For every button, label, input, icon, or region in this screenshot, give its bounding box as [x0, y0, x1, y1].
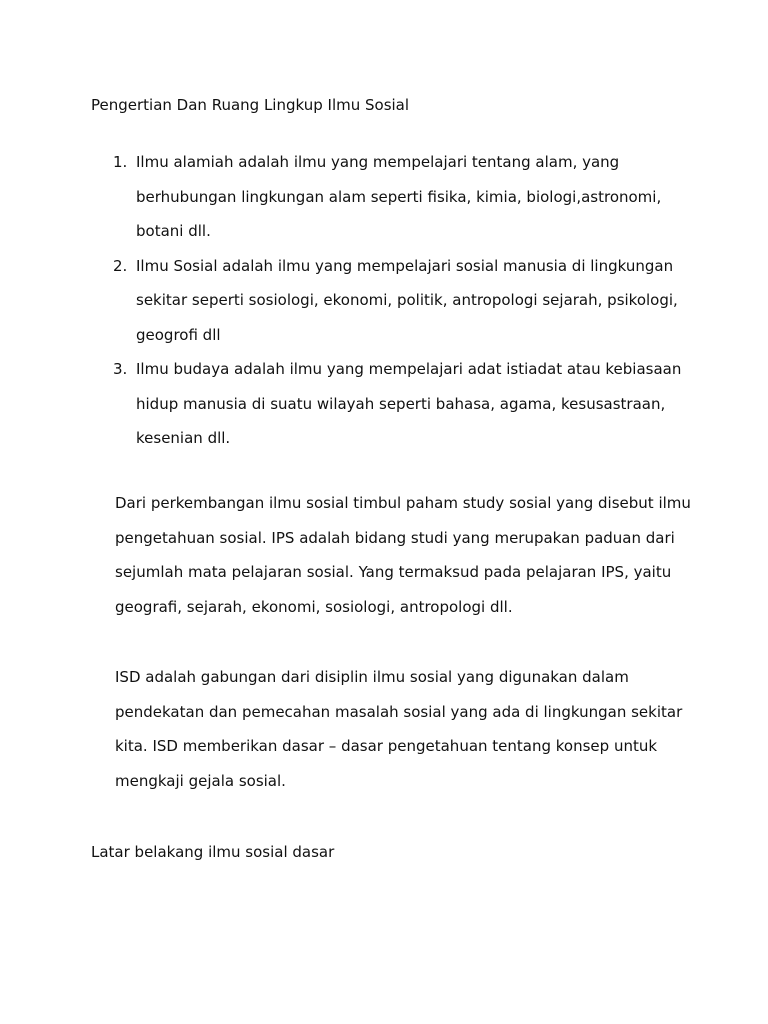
list-item: [113, 352, 693, 456]
list-item-number: 3.: [113, 360, 128, 378]
paragraph-isd: ISD adalah gabungan dari disiplin ilmu sosial yang digunakan dalam pendekatan dan pemecahan masalah sosial yang ada di lingkungan sekitar kita. ISD memberikan dasar – dasar pengetahuan tentang konsep untuk mengkaji gejala sosial.: [115, 668, 683, 790]
list-item: [113, 249, 693, 353]
list-item-text: Ilmu budaya adalah ilmu yang mempelajari adat istiadat atau kebiasaan hidup manusia di suatu wilayah seperti bahasa, agama, kesusastraan, kesenian dll.: [136, 360, 682, 447]
list-item: [113, 145, 693, 249]
paragraph-ips: Dari perkembangan ilmu sosial timbul paham study sosial yang disebut ilmu pengetahuan sosial. IPS adalah bidang studi yang merupakan paduan dari sejumlah mata pelajaran sosial. Yang termaksud pada pelajaran IPS, yaitu geografi, sejarah, ekonomi, sosiologi, antropologi dll.: [115, 494, 691, 616]
list-item-text: Ilmu Sosial adalah ilmu yang mempelajari sosial manusia di lingkungan sekitar seperti sosiologi, ekonomi, politik, antropologi sejarah, psikologi, geogrofi dll: [136, 256, 678, 344]
document-title: Pengertian Dan Ruang Lingkup Ilmu Sosial: [91, 96, 410, 114]
list-item-number: 1.: [113, 153, 128, 171]
list-item-text: Ilmu alamiah adalah ilmu yang mempelajari tentang alam, yang berhubungan lingkungan alam seperti fisika, kimia, biologi,astronomi, botani dll.: [136, 153, 662, 240]
section-subheading: Latar belakang ilmu sosial dasar: [91, 843, 335, 861]
definition-list: [113, 145, 693, 456]
list-item-number: 2.: [113, 256, 128, 275]
